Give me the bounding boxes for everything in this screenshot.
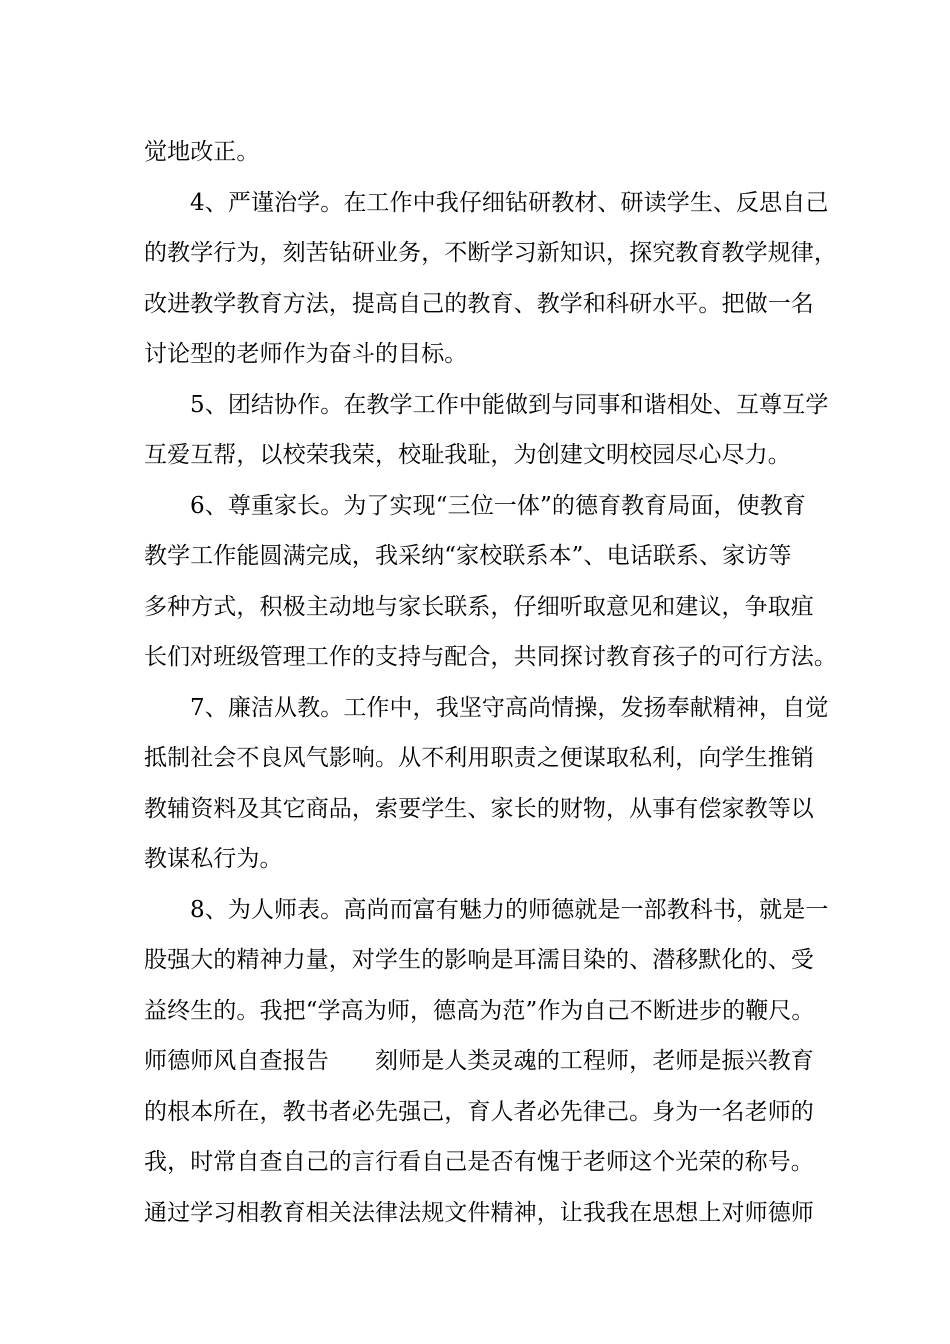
paragraph-4-start: 4、严谨治学。在工作中我仔细钻研教材、研读学生、反思自己 [190,189,829,216]
text-line: 的教学行为，刻苦钻研业务，不断学习新知识，探究教育教学规律， [144,240,837,266]
paragraph-6-start: 6、尊重家长。为了实现“三位一体”的德育教育局面，使教育 [190,492,806,519]
text-line: 互爱互帮，以校荣我荣，校耻我耻，为创建文明校园尽心尽力。 [144,442,791,468]
text-line: 教辅资料及其它商品，索要学生、家长的财物，从事有偿家教等以 [144,795,814,822]
text-line: 益终生的。我把“学高为师，德高为范”作为自己不断进步的鞭尺。 [144,997,815,1024]
text-line: 通过学习相教育相关法律法规文件精神，让我我在思想上对师德师 [144,1199,814,1226]
text-line: 觉地改正。 [144,139,260,165]
text-line: 股强大的精神力量，对学生的影响是耳濡目染的、潜移默化的、受 [144,947,814,973]
paragraph-8-start: 8、为人师表。高尚而富有魅力的师德就是一部教科书，就是一 [190,896,829,923]
paragraph-7-start: 7、廉洁从教。工作中，我坚守高尚情操，发扬奉献精神，自觉 [190,694,829,721]
text-line: 讨论型的老师作为奋斗的目标。 [144,341,468,367]
text-line: 改进教学教育方法，提高自己的教育、教学和科研水平。把做一名 [144,290,814,317]
text-line: 长们对班级管理工作的支持与配合，共同探讨教育孩子的可行方法。 [144,644,837,670]
text-line: 师德师风自查报告 刻师是人类灵魂的工程师，老师是振兴教育 [144,1048,814,1074]
text-line: 的根本所在，教书者必先强己，育人者必先律己。身为一名老师的 [144,1098,814,1125]
document-body [144,127,837,1238]
text-line: 教谋私行为。 [144,846,283,872]
text-line: 多种方式，积极主动地与家长联系，仔细听取意见和建议，争取疽 [144,593,814,620]
text-line: 我，时常自查自己的言行看自己是否有愧于老师这个光荣的称号。 [144,1149,814,1175]
text-line: 教学工作能圆满完成，我采纳“家校联系本”、电话联系、家访等 [144,543,792,569]
paragraph-5-start: 5、团结协作。在教学工作中能做到与同事和谐相处、互尊互学 [190,391,829,418]
text-line: 抵制社会不良风气影响。从不利用职责之便谋取私利，向学生推销 [144,745,814,771]
